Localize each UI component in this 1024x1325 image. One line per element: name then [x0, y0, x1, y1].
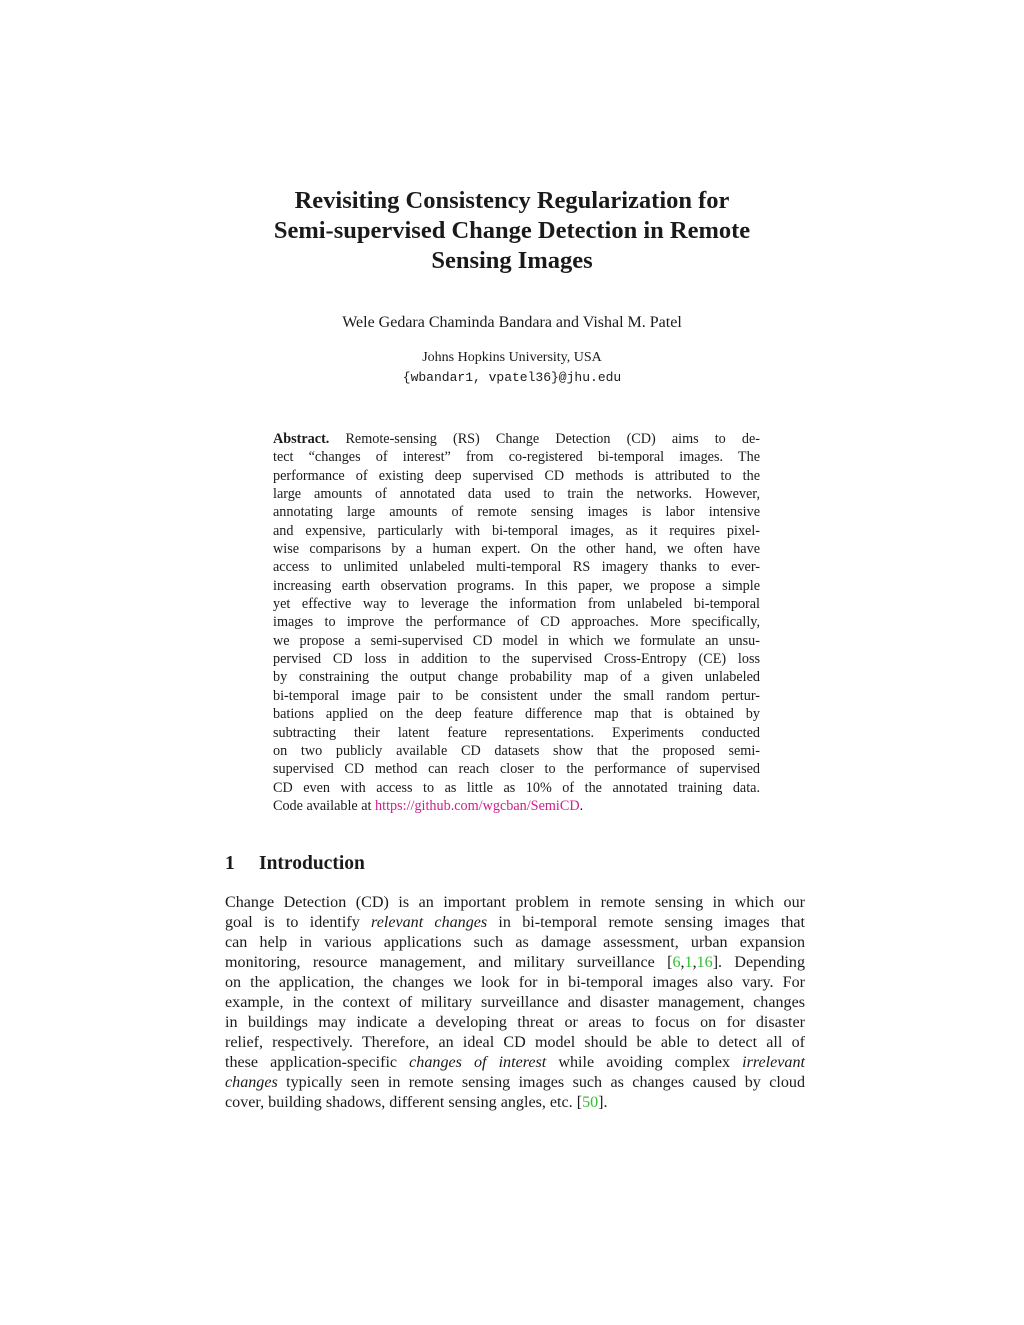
section-number: 1 — [225, 853, 235, 874]
email-addresses: {wbandar1, vpatel36}@jhu.edu — [402, 370, 622, 385]
abstract-line: large amounts of annotated data used to train the networks. However, — [273, 486, 760, 503]
section-title: Introduction — [259, 853, 365, 874]
abstract-line: access to unlimited unlabeled multi-temporal RS imagery thanks to ever- — [273, 559, 760, 576]
citation-link[interactable]: 1 — [684, 954, 693, 972]
intro-line: Change Detection (CD) is an important problem in remote sensing in which our — [225, 894, 805, 911]
abstract-line: subtracting their latent feature representations. Experiments conducted — [273, 724, 760, 741]
paper-title — [150, 186, 874, 276]
title-line: Semi-supervised Change Detection in Remote — [273, 217, 751, 244]
abstract-line: by constraining the output change probability map of a given unlabeled — [273, 669, 760, 686]
abstract-line: and expensive, particularly with bi-temporal images, as it requires pixel- — [273, 522, 760, 539]
title-line: Sensing Images — [431, 247, 593, 274]
intro-text: while avoiding complex — [546, 1054, 743, 1072]
author-list: Wele Gedara Chaminda Bandara and Vishal M. Patel — [342, 314, 682, 331]
intro-text: ]. — [598, 1094, 608, 1112]
intro-line: can help in various applications such as damage assessment, urban expansion — [225, 934, 805, 952]
emphasis-text: changes — [225, 1074, 278, 1092]
abstract-line: increasing earth observation programs. In this paper, we propose a simple — [273, 577, 760, 594]
intro-line — [225, 953, 805, 973]
code-suffix: . — [579, 797, 584, 814]
abstract-line: supervised CD method can reach closer to the performance of supervised — [273, 761, 760, 778]
abstract-line: annotating large amounts of remote sensing images is labor intensive — [273, 504, 760, 521]
abstract-line: tect “changes of interest” from co-registered bi-temporal images. The — [273, 449, 760, 466]
abstract-line: on two publicly available CD datasets show that the proposed semi- — [273, 742, 760, 759]
intro-line: example, in the context of military surveillance and disaster management, changes — [225, 994, 805, 1012]
introduction-paragraph — [225, 893, 805, 1114]
abstract-line: yet effective way to leverage the information from unlabeled bi-temporal — [273, 596, 760, 613]
abstract-line: we propose a semi-supervised CD model in which we formulate an unsu- — [273, 632, 760, 649]
intro-text: these application-specific — [225, 1054, 410, 1072]
code-prefix: Code available at — [273, 797, 376, 814]
abstract-line: CD even with access to as little as 10% of the annotated training data. — [273, 779, 760, 796]
intro-text: typically seen in remote sensing images such as changes caused by cloud — [277, 1074, 805, 1092]
intro-line: relief, respectively. Therefore, an ideal CD model should be able to detect all of — [225, 1034, 805, 1052]
title-line: Revisiting Consistency Regularization for — [294, 187, 730, 214]
affiliation: Johns Hopkins University, USA — [422, 350, 602, 365]
intro-text: in bi-temporal remote sensing images that — [487, 914, 805, 932]
intro-text: cover, building shadows, different sensing angles, etc. [ — [225, 1094, 583, 1112]
abstract-line: bations applied on the deep feature difference map that is obtained by — [273, 706, 760, 723]
abstract-line: performance of existing deep supervised CD methods is attributed to the — [273, 467, 760, 484]
citation-link[interactable]: 6 — [672, 954, 681, 972]
intro-text: goal is to identify — [225, 914, 372, 932]
abstract-line: images to improve the performance of CD approaches. More specifically, — [273, 614, 760, 631]
citation-link[interactable]: 50 — [582, 1094, 599, 1112]
abstract — [273, 430, 760, 815]
abstract-line: wise comparisons by a human expert. On the other hand, we often have — [273, 541, 760, 558]
intro-text: monitoring, resource management, and military surveillance [ — [225, 954, 673, 972]
intro-line — [225, 1093, 805, 1113]
abstract-line — [273, 430, 760, 448]
intro-line — [225, 913, 805, 933]
abstract-text: Remote-sensing (RS) Change Detection (CD) aims to de- — [329, 431, 760, 447]
intro-line — [225, 1053, 805, 1073]
abstract-line: pervised CD loss in addition to the supervised Cross-Entropy (CE) loss — [273, 651, 760, 668]
emphasis-text: irrelevant — [742, 1054, 805, 1072]
intro-text: ]. Depending — [712, 954, 805, 972]
citation-separator: , — [692, 954, 697, 972]
emphasis-text: changes of interest — [409, 1054, 547, 1072]
intro-line: on the application, the changes we look for in bi-temporal images also vary. For — [225, 974, 805, 992]
citation-separator: , — [680, 954, 685, 972]
emphasis-text: relevant changes — [371, 914, 488, 932]
intro-line: in buildings may indicate a developing threat or areas to focus on for disaster — [225, 1014, 805, 1032]
abstract-label: Abstract. — [273, 431, 330, 447]
citation-link[interactable]: 16 — [696, 954, 713, 972]
abstract-line — [273, 797, 760, 815]
code-link[interactable]: https://github.com/wgcban/SemiCD — [375, 797, 580, 814]
abstract-line: bi-temporal image pair to be consistent under the small random pertur- — [273, 687, 760, 704]
intro-line — [225, 1073, 805, 1093]
section-heading — [225, 852, 365, 876]
